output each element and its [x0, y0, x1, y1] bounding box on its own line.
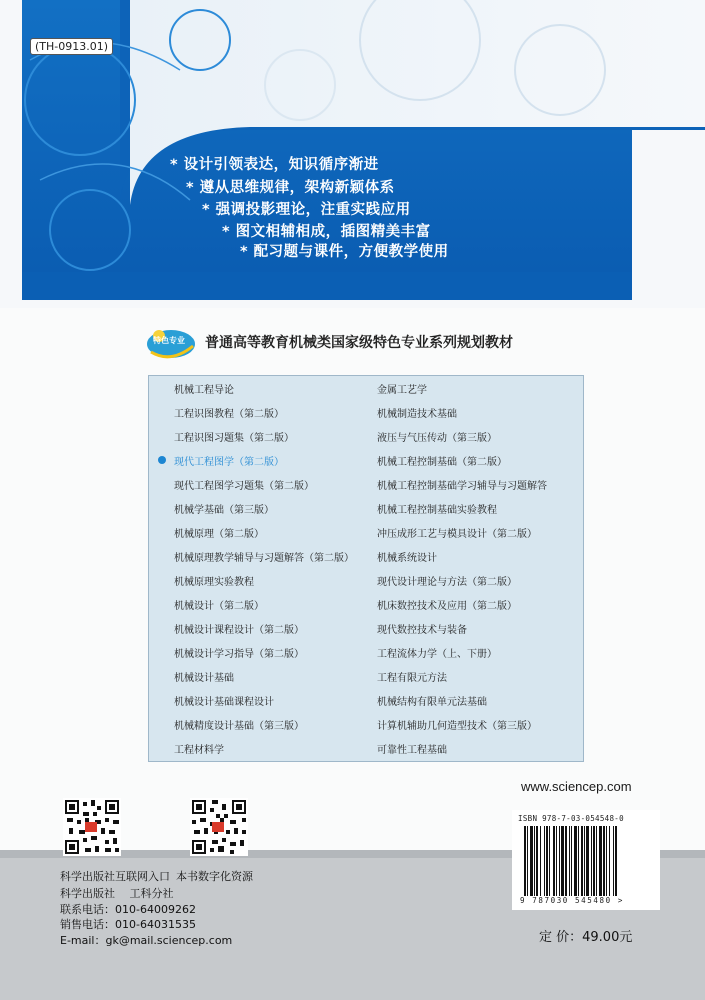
book-row [149, 496, 583, 520]
book-row [149, 592, 583, 616]
catalog-code: (TH-0913.01) [30, 38, 113, 55]
book-title-left: 机械设计基础课程设计 [174, 697, 274, 708]
book-title-left: 工程材料学 [174, 745, 224, 756]
slogan-4: * 图文相辅相成，插图精美丰富 [222, 224, 431, 240]
book-row [149, 448, 583, 472]
book-title-right: 机械工程控制基础（第二版） [377, 457, 507, 468]
book-title-left: 工程识图习题集（第二版） [174, 433, 294, 444]
book-title-left: 机械学基础（第三版） [174, 505, 274, 516]
special-major-badge-icon [145, 322, 197, 362]
book-title-left: 机械原理（第二版） [174, 529, 264, 540]
book-price: 定 价：49.00元 [539, 930, 633, 945]
publisher-name: 科学出版社 工科分社 [60, 887, 174, 900]
publisher-phone: 联系电话：010-64009262 [60, 902, 196, 916]
barcode-icon [524, 826, 648, 896]
book-row [149, 688, 583, 712]
isbn-barcode [512, 810, 660, 910]
book-title-left: 机械设计课程设计（第二版） [174, 625, 304, 636]
barcode-digits: 9 787030 545480 > [520, 896, 624, 905]
publisher-info [60, 886, 232, 948]
book-title-right: 计算机辅助几何造型技术（第三版） [377, 721, 537, 732]
book-row [149, 400, 583, 424]
slogan-5: * 配习题与课件，方便教学使用 [240, 244, 449, 260]
book-title-right: 可靠性工程基础 [377, 745, 447, 756]
publisher-sales: 销售电话：010-64031535 [60, 918, 196, 931]
book-row [149, 472, 583, 496]
book-title-left: 机械原理教学辅导与习题解答（第二版） [174, 553, 354, 564]
book-title-right: 工程流体力学（上、下册） [377, 649, 497, 660]
book-title-left: 机械工程导论 [174, 385, 234, 396]
qr2-label: 本书数字化资源 [176, 870, 253, 883]
website-url: www.sciencep.com [521, 779, 632, 794]
book-title-right: 现代设计理论与方法（第二版） [377, 577, 517, 588]
book-row [149, 424, 583, 448]
book-list-table [148, 375, 584, 762]
slogan-1: * 设计引领表达，知识循序渐进 [170, 157, 379, 173]
book-row [149, 520, 583, 544]
publisher-email: E-mail：gk@mail.sciencep.com [60, 933, 233, 947]
highlight-dot-icon [158, 456, 166, 464]
book-row [149, 568, 583, 592]
book-title-left: 现代工程图学（第二版） [174, 457, 284, 468]
book-title-right: 现代数控技术与装备 [377, 625, 467, 636]
book-title-right: 机械制造技术基础 [377, 409, 457, 420]
book-title-right: 机床数控技术及应用（第二版） [377, 601, 517, 612]
book-title-right: 冲压成形工艺与模具设计（第二版） [377, 529, 537, 540]
svg-text:特色专业: 特色专业 [153, 336, 185, 345]
book-title-left: 机械原理实验教程 [174, 577, 254, 588]
book-row [149, 616, 583, 640]
slogan-2: * 遵从思维规律，架构新颖体系 [186, 180, 395, 196]
book-title-right: 机械工程控制基础实验教程 [377, 505, 497, 516]
qr-labels [60, 868, 259, 884]
book-row [149, 712, 583, 736]
slogan-3: * 强调投影理论，注重实践应用 [202, 202, 411, 218]
book-title-right: 机械系统设计 [377, 553, 437, 564]
book-row [149, 736, 583, 760]
book-title-right: 机械结构有限单元法基础 [377, 697, 487, 708]
book-title-right: 工程有限元方法 [377, 673, 447, 684]
book-title-left: 机械精度设计基础（第三版） [174, 721, 304, 732]
book-title-left: 现代工程图学习题集（第二版） [174, 481, 314, 492]
book-title-right: 液压与气压传动（第三版） [377, 433, 497, 444]
series-title: 普通高等教育机械类国家级特色专业系列规划教材 [205, 335, 513, 351]
book-title-right: 机械工程控制基础学习辅导与习题解答 [377, 481, 547, 492]
book-title-left: 机械设计基础 [174, 673, 234, 684]
book-title-left: 机械设计学习指导（第二版） [174, 649, 304, 660]
book-row [149, 544, 583, 568]
book-title-right: 金属工艺学 [377, 385, 427, 396]
qr-code-publisher-icon [63, 798, 121, 856]
book-row [149, 640, 583, 664]
series-header [145, 322, 513, 362]
book-title-left: 工程识图教程（第二版） [174, 409, 284, 420]
qr-code-digital-resources-icon [190, 798, 248, 856]
book-row [149, 376, 583, 400]
book-title-left: 机械设计（第二版） [174, 601, 264, 612]
qr1-label: 科学出版社互联网入口 [60, 870, 170, 883]
isbn-number: ISBN 978-7-03-054548-0 [518, 814, 624, 823]
book-row [149, 664, 583, 688]
